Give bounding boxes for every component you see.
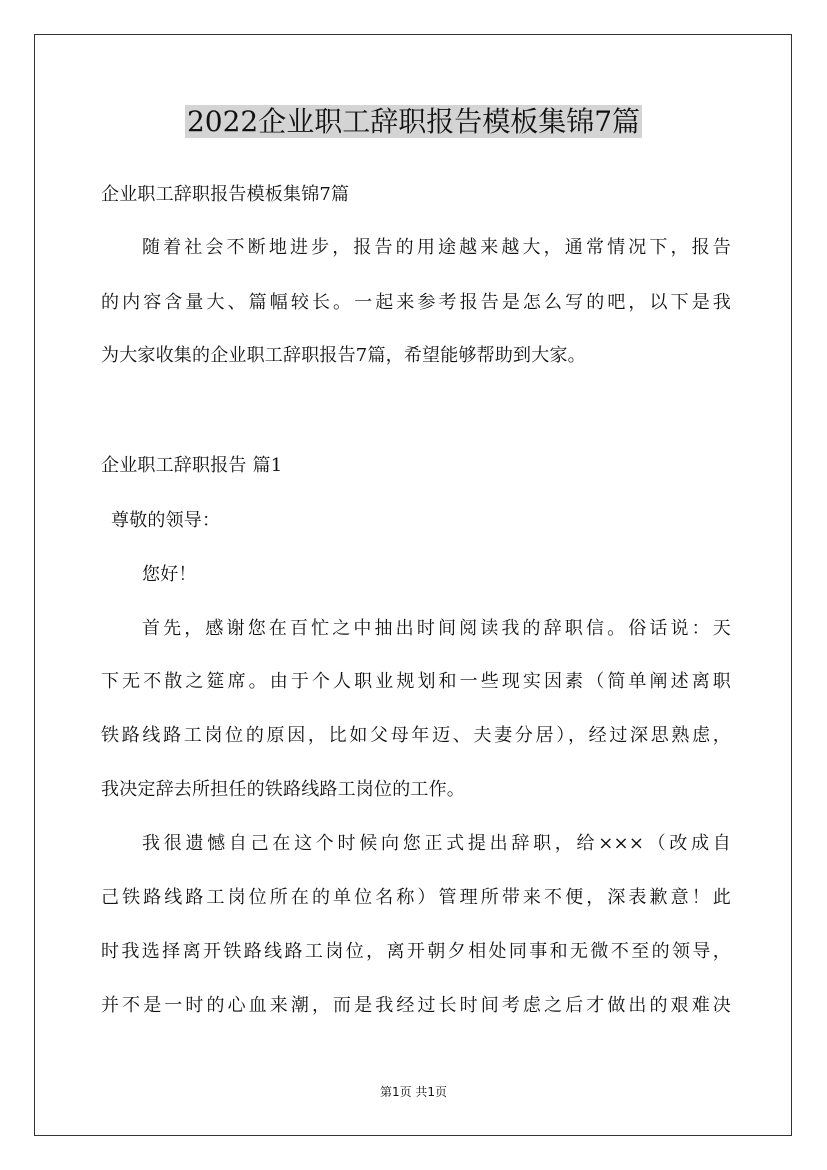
- greeting: 您好！: [142, 564, 197, 585]
- paragraph-line: 我很遗憾自己在这个时候向您正式提出辞职，给×××（改成自: [142, 833, 731, 854]
- salutation: 尊敬的领导：: [111, 510, 221, 531]
- paragraph-line: 我决定辞去所担任的铁路线路工岗位的工作。: [101, 779, 465, 800]
- document-subtitle: 企业职工辞职报告模板集锦7篇: [101, 184, 350, 205]
- paragraph-line: 下无不散之筵席。由于个人职业规划和一些现实因素（简单阐述离职: [101, 671, 731, 692]
- page-number-footer: 第1页 共1页: [379, 1085, 448, 1099]
- intro-line: 随着社会不断地进步，报告的用途越来越大，通常情况下，报告: [142, 237, 731, 258]
- section-heading: 企业职工辞职报告 篇1: [101, 455, 283, 476]
- paragraph-line: 时我选择离开铁路线路工岗位，离开朝夕相处同事和无微不至的领导，: [101, 941, 731, 962]
- paragraph-line: 首先，感谢您在百忙之中抽出时间阅读我的辞职信。俗话说：天: [142, 618, 731, 639]
- paragraph-line: 并不是一时的心血来潮，而是我经过长时间考虑之后才做出的艰难决: [101, 995, 731, 1016]
- paragraph-line: 己铁路线路工岗位所在的单位名称）管理所带来不便，深表歉意！此: [101, 887, 731, 908]
- paragraph-line: 铁路线路工岗位的原因，比如父母年迈、夫妻分居），经过深思熟虑，: [101, 725, 731, 746]
- intro-line: 的内容含量大、篇幅较长。一起来参考报告是怎么写的吧，以下是我: [101, 292, 731, 313]
- intro-line: 为大家收集的企业职工辞职报告7篇，希望能够帮助到大家。: [101, 345, 586, 366]
- document-title: 2022企业职工辞职报告模板集锦7篇: [186, 105, 641, 138]
